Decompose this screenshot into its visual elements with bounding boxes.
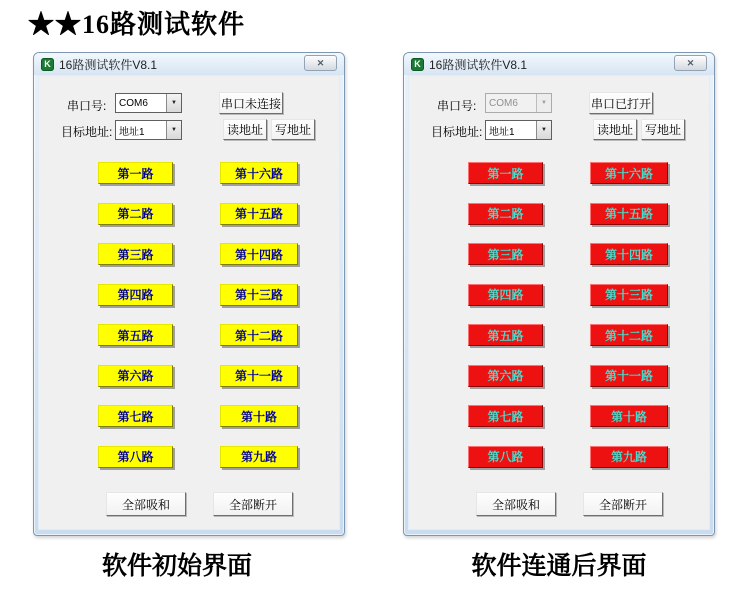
channel-button[interactable]: 第十一路 [220, 365, 298, 387]
caption-initial: 软件初始界面 [101, 553, 252, 580]
target-address-value: 地址1 [489, 126, 515, 138]
serial-status-button[interactable]: 串口已打开 [589, 92, 653, 114]
channel-button[interactable]: 第十二路 [590, 324, 668, 346]
target-address-select[interactable] [485, 120, 552, 140]
page-title: ★★16路测试软件 [28, 10, 246, 39]
window-body [38, 75, 340, 530]
all-off-button[interactable]: 全部断开 [213, 492, 293, 516]
channel-column-left [98, 162, 173, 468]
channel-button[interactable]: 第十一路 [590, 365, 668, 387]
channel-button[interactable]: 第十六路 [220, 162, 298, 184]
close-icon: ✕ [686, 57, 695, 68]
close-icon: ✕ [316, 57, 325, 68]
target-address-select[interactable] [115, 120, 182, 140]
channel-button[interactable]: 第九路 [590, 446, 668, 468]
channel-button[interactable]: 第十四路 [590, 243, 668, 265]
channel-button[interactable]: 第七路 [98, 405, 173, 427]
channel-button[interactable]: 第四路 [468, 284, 543, 306]
window-title: 16路测试软件V8.1 [429, 57, 528, 72]
channel-button[interactable]: 第十六路 [590, 162, 668, 184]
serial-port-select[interactable] [115, 93, 182, 113]
channel-button[interactable]: 第一路 [468, 162, 543, 184]
titlebar[interactable] [404, 53, 714, 75]
serial-port-label: 串口号: [437, 99, 477, 113]
chevron-down-icon: ▼ [166, 121, 181, 139]
channel-button[interactable]: 第六路 [98, 365, 173, 387]
all-on-button[interactable]: 全部吸和 [106, 492, 186, 516]
target-address-label: 目标地址: [431, 125, 483, 139]
close-button[interactable] [674, 55, 707, 71]
target-address-value: 地址1 [119, 126, 145, 138]
channel-button[interactable]: 第二路 [468, 203, 543, 225]
channel-button[interactable]: 第五路 [98, 324, 173, 346]
channel-column-right [220, 162, 298, 468]
serial-status-button[interactable]: 串口未连接 [219, 92, 283, 114]
channel-button[interactable]: 第十五路 [590, 203, 668, 225]
channel-button[interactable]: 第七路 [468, 405, 543, 427]
write-address-button[interactable]: 写地址 [641, 119, 685, 140]
target-address-label: 目标地址: [61, 125, 113, 139]
channel-button[interactable]: 第十三路 [590, 284, 668, 306]
read-address-button[interactable]: 读地址 [593, 119, 637, 140]
app-window-initial [33, 52, 345, 536]
app-icon: K [41, 58, 54, 71]
chevron-down-icon: ▼ [166, 94, 181, 112]
channel-button[interactable]: 第二路 [98, 203, 173, 225]
channel-button[interactable]: 第十二路 [220, 324, 298, 346]
channel-button[interactable]: 第三路 [468, 243, 543, 265]
chevron-down-icon: ▼ [536, 121, 551, 139]
titlebar[interactable] [34, 53, 344, 75]
app-window-connected [403, 52, 715, 536]
read-address-button[interactable]: 读地址 [223, 119, 267, 140]
all-off-button[interactable]: 全部断开 [583, 492, 663, 516]
serial-port-value: COM6 [119, 97, 148, 109]
caption-connected: 软件连通后界面 [471, 553, 647, 580]
channel-button[interactable]: 第四路 [98, 284, 173, 306]
serial-port-label: 串口号: [67, 99, 107, 113]
channel-button[interactable]: 第八路 [98, 446, 173, 468]
channel-button[interactable]: 第十四路 [220, 243, 298, 265]
channel-button[interactable]: 第八路 [468, 446, 543, 468]
channel-button[interactable]: 第十路 [590, 405, 668, 427]
channel-button[interactable]: 第五路 [468, 324, 543, 346]
all-on-button[interactable]: 全部吸和 [476, 492, 556, 516]
channel-button[interactable]: 第十路 [220, 405, 298, 427]
channel-button[interactable]: 第十五路 [220, 203, 298, 225]
channel-column-left [468, 162, 543, 468]
channel-column-right [590, 162, 668, 468]
close-button[interactable] [304, 55, 337, 71]
serial-port-value: COM6 [489, 97, 518, 109]
channel-button[interactable]: 第十三路 [220, 284, 298, 306]
chevron-down-icon: ▼ [536, 94, 551, 112]
write-address-button[interactable]: 写地址 [271, 119, 315, 140]
channel-button[interactable]: 第一路 [98, 162, 173, 184]
serial-port-select[interactable] [485, 93, 552, 113]
channel-button[interactable]: 第三路 [98, 243, 173, 265]
channel-button[interactable]: 第九路 [220, 446, 298, 468]
window-body [408, 75, 710, 530]
channel-button[interactable]: 第六路 [468, 365, 543, 387]
app-icon: K [411, 58, 424, 71]
window-title: 16路测试软件V8.1 [59, 57, 158, 72]
